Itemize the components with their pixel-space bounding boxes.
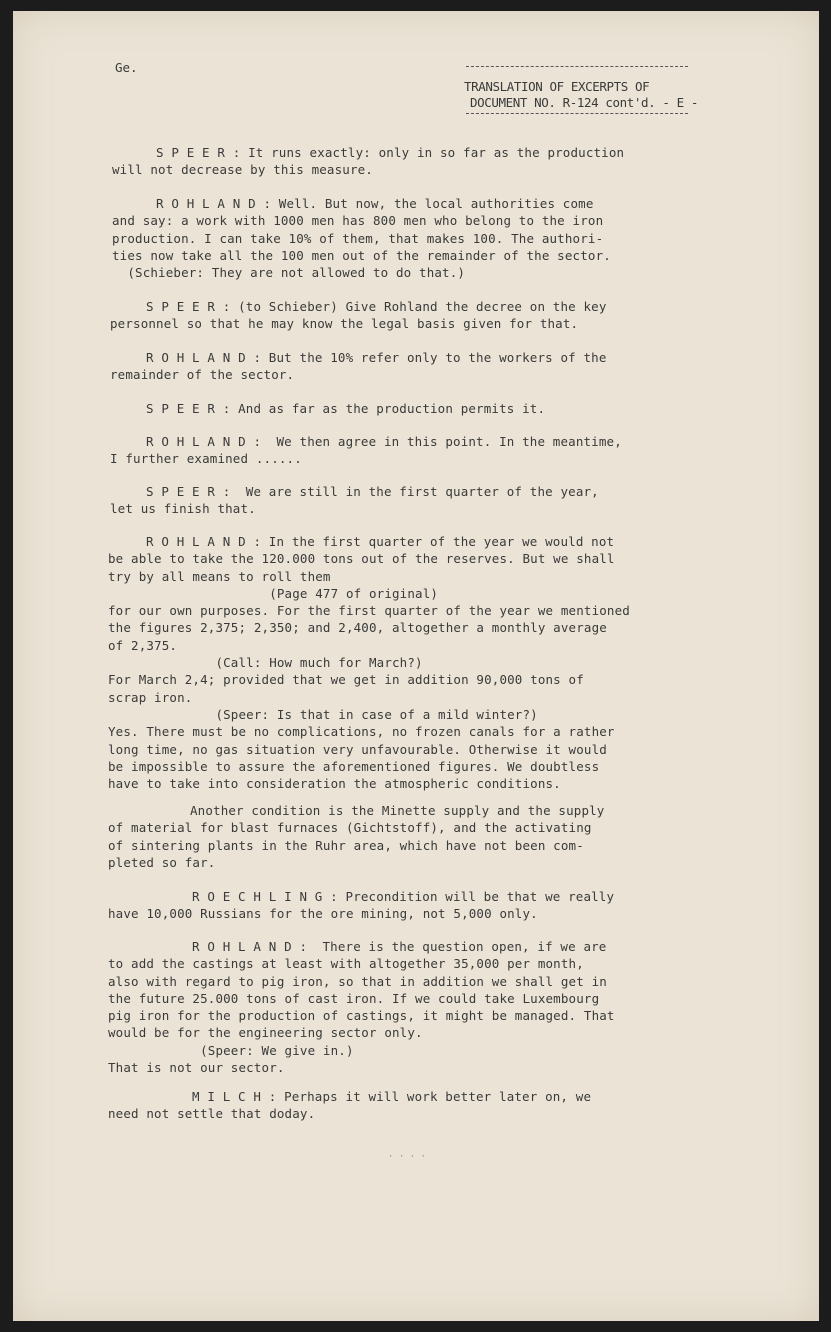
paragraph-speer-production: S P E E R : It runs exactly: only in so far as the production will not decrease by this measure.: [112, 145, 625, 178]
typist-initials: Ge.: [115, 60, 138, 75]
header-rule-bottom: [466, 113, 688, 114]
document-title-line2: DOCUMENT NO. R-124 cont'd. - E -: [470, 95, 699, 110]
paragraph-rohland-agree: R O H L A N D : We then agree in this point. In the meantime, I further examined ......: [110, 434, 622, 467]
paragraph-rohland-castings: R O H L A N D : There is the question open, if we are to add the castings at least with altogether 35,000 per month, also with regard to pig iron, so that in addition we shall get in the future 25.000 tons of cast iron. If we could take Luxembourg pig iron for the production of castings, it might be managed. That would be for the engineering sector only. (Speer: We give in.) That is not our sector.: [108, 939, 615, 1076]
footer-dots: · · · ·: [388, 1152, 426, 1162]
document-title-line1: TRANSLATION OF EXCERPTS OF: [464, 79, 650, 94]
paragraph-milch-later: M I L C H : Perhaps it will work better later on, we need not settle that doday.: [108, 1089, 592, 1122]
paragraph-speer-permits: S P E E R : And as far as the production permits it.: [146, 401, 546, 416]
paragraph-minette-supply: Another condition is the Minette supply and the supply of material for blast furnaces (Gichtstoff), and the activating of sintering plants in the Ruhr area, which have not been com- pleted so far.: [108, 803, 605, 870]
paragraph-rohland-workers: R O H L A N D : But the 10% refer only to the workers of the remainder of the sector.: [110, 350, 607, 383]
paragraph-rohland-reserves: R O H L A N D : In the first quarter of the year we would not be able to take the 120.000 tons out of the reserves. But we shall try by all means to roll them (Page 477 of original) for our own purposes. For the first quarter of the year we mentioned the figures 2,375; 2,350; and 2,400, altogether a monthly average of 2,375. (Call: How much for March?) For March 2,4; provided that we get in addition 90,000 tons of scrap iron. (Speer: Is that in case of a mild winter?) Yes. There must be no complications, no frozen canals for a rather long time, no gas situation very unfavourable. Otherwise it would be impossible to assure the aforementioned figures. We doubtless have to take into consideration the atmospheric conditions.: [108, 534, 630, 792]
paragraph-rohland-authorities: R O H L A N D : Well. But now, the local authorities come and say: a work with 1000 men has 800 men who belong to the iron production. I can take 10% of them, that makes 100. The authori- ties now take all the 100 men out of the remainder of the sector. (Schieber: They are not allowed to do that.): [112, 196, 611, 281]
paragraph-speer-decree: S P E E R : (to Schieber) Give Rohland the decree on the key personnel so that he may know the legal basis given for that.: [110, 299, 607, 332]
header-rule-top: [466, 66, 688, 67]
paragraph-roechling-russians: R O E C H L I N G : Precondition will be that we really have 10,000 Russians for the ore mining, not 5,000 only.: [108, 889, 615, 922]
paragraph-speer-first-quarter: S P E E R : We are still in the first quarter of the year, let us finish that.: [110, 484, 599, 517]
